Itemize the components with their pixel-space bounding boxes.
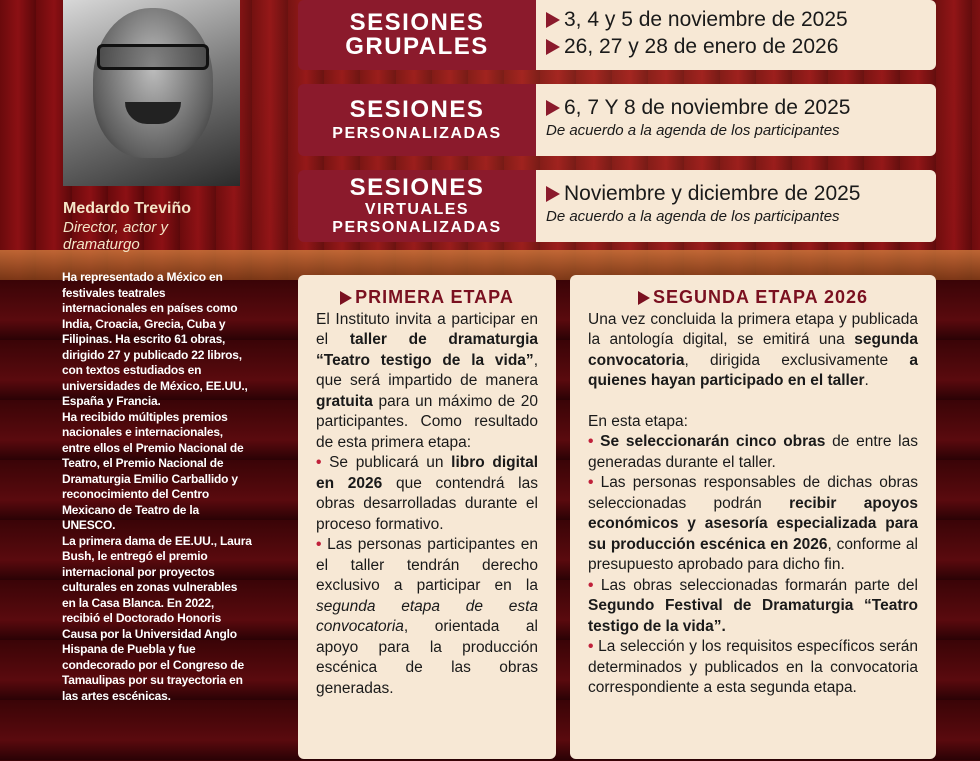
bullet-icon: • — [588, 638, 594, 655]
text-run: Una vez concluida la primera etapa y publicada la antología digital, se emitirá una — [588, 310, 918, 348]
session-date-text: Noviembre y diciembre de 2025 — [564, 182, 861, 205]
bullet-icon: • — [588, 576, 594, 594]
session-date-text: 26, 27 y 28 de enero de 2026 — [564, 35, 839, 58]
text-run: . — [864, 372, 869, 389]
session-label-line: GRUPALES — [345, 33, 489, 60]
second-stage-title-text: SEGUNDA ETAPA 2026 — [652, 287, 869, 307]
second-stage-bullet — [588, 637, 918, 699]
session-label-line: PERSONALIZADAS — [332, 125, 502, 142]
second-stage-box — [570, 275, 936, 759]
bullet-icon: • — [316, 454, 322, 471]
first-stage-bullet — [316, 535, 538, 699]
session-label-line: PERSONALIZADAS — [332, 219, 502, 236]
session-label-line: SESIONES — [349, 96, 485, 123]
text-run: de entre las generadas durante el taller. — [588, 433, 918, 471]
text-run: Se publicará un — [321, 454, 452, 471]
session-date-text: 3, 4 y 5 de noviembre de 2025 — [564, 8, 848, 31]
session-dates — [536, 84, 936, 156]
triangle-bullet-icon — [546, 186, 560, 202]
session-note: De acuerdo a la agenda de los participantes — [546, 208, 840, 225]
bullet-icon: • — [316, 536, 322, 553]
triangle-bullet-icon — [546, 100, 560, 116]
person-role: Director, actor y dramaturgo — [63, 219, 169, 253]
session-personal — [298, 84, 936, 156]
text-run: , dirigida exclusivamente — [684, 351, 910, 369]
text-run-bold: a quienes hayan participado en el taller — [588, 351, 918, 389]
text-run-bold: libro digital en 2026 — [316, 454, 539, 492]
triangle-outline-icon — [340, 291, 352, 305]
session-label-line: SESIONES — [349, 174, 485, 201]
bio-paragraph: Ha recibido múltiples premios nacionales e internacionales, entre ellos el Premio Nacional de Teatro, el Premio Nacional de Dramaturgia Emilio Carballido y reconocimiento del Centro Mexicano de Teatro de la UNESCO. — [62, 409, 244, 532]
session-virtual — [298, 170, 936, 242]
text-run: , orientada al apoyo para la producción escénica de las obras generadas. — [316, 618, 538, 697]
text-run-bold: segunda convocatoria — [588, 331, 918, 369]
triangle-bullet-icon — [546, 39, 560, 55]
text-run-bold: taller de dramaturgia “Teatro testigo de la vida” — [316, 331, 539, 369]
session-note: De acuerdo a la agenda de los participantes — [546, 122, 840, 139]
session-label-line: SESIONES — [349, 9, 485, 36]
bullet-icon: • — [588, 433, 594, 450]
text-run: La selección y los requisitos específicos serán determinados y publicados en la convocatoria correspondiente a esta segunda etapa. — [588, 638, 918, 696]
bio-paragraph: La primera dama de EE.UU., Laura Bush, le entregó el premio internacional por proyectos culturales en zonas vulnerables en la Casa Blanca. En 2022, recibió el Doctorado Honoris Causa por la Universidad Anglo Hispana de Puebla y fue condecorado por el Congreso de Tamaulipas por su trayectoria en las artes escénicas. — [62, 533, 252, 703]
session-dates — [536, 170, 936, 242]
second-stage-bullet — [588, 473, 918, 576]
second-stage-bullet — [588, 432, 918, 473]
text-run-bold: recibir apoyos económicos y asesoría especializada para su producción escénica en 2026 — [588, 494, 918, 553]
first-stage-title-text: PRIMERA ETAPA — [355, 287, 514, 307]
text-run: Las personas participantes en el taller tendrán derecho exclusivo a participar en la — [316, 536, 538, 594]
text-run-bold: gratuita — [316, 392, 373, 410]
text-run: , que será impartido de manera — [316, 351, 538, 389]
portrait-glasses — [97, 44, 209, 70]
second-stage-intro — [588, 310, 918, 392]
person-name: Medardo Treviño — [63, 200, 192, 217]
session-label — [298, 170, 536, 242]
triangle-outline-icon — [638, 291, 650, 305]
first-stage-box — [298, 275, 556, 759]
second-stage-lead: En esta etapa: — [588, 412, 688, 430]
session-label-line: VIRTUALES — [364, 201, 470, 218]
text-run: El Instituto invita a participar en el — [316, 310, 538, 348]
person-bio — [62, 270, 252, 704]
bullet-icon: • — [588, 474, 594, 491]
portrait-photo — [63, 0, 240, 186]
text-run: , conforme al presupuesto aprobado para dicho fin. — [588, 535, 918, 573]
bio-paragraph: Ha representado a México en festivales teatrales internacionales en países como India, Croacia, Grecia, Cuba y Filipinas. Ha escrito 61 obras, dirigido 27 y publicado 22 libros, con textos estudiados en universidades de México, EE.UU., España y Francia. — [62, 270, 248, 408]
text-run-italic: segunda etapa de esta convocatoria — [316, 597, 538, 635]
text-run: que contendrá las obras desarrolladas durante el proceso formativo. — [316, 474, 538, 533]
text-run: para un máximo de 20 participantes. Como resultado de esta primera etapa: — [316, 392, 538, 451]
text-run-bold: Segundo Festival de Dramaturgia “Teatro testigo de la vida”. — [588, 597, 918, 635]
first-stage-title — [316, 287, 538, 308]
session-dates — [536, 0, 936, 70]
session-date-line — [546, 180, 926, 207]
text-run-bold: Se seleccionarán cinco obras — [593, 433, 826, 450]
text-run: Las obras seleccionadas formarán parte del — [593, 576, 918, 594]
first-stage-intro — [316, 310, 538, 454]
portrait-face — [93, 8, 213, 158]
session-label — [298, 84, 536, 156]
first-stage-bullet — [316, 453, 538, 535]
session-group — [298, 0, 936, 70]
session-date-line — [546, 94, 926, 121]
triangle-bullet-icon — [546, 12, 560, 28]
session-date-line — [546, 33, 926, 60]
session-date-text: 6, 7 Y 8 de noviembre de 2025 — [564, 96, 851, 119]
session-date-line — [546, 6, 926, 33]
second-stage-bullet — [588, 576, 918, 638]
session-label — [298, 0, 536, 70]
text-run: Las personas responsables de dichas obras seleccionadas podrán — [588, 474, 918, 512]
second-stage-title — [588, 287, 918, 308]
